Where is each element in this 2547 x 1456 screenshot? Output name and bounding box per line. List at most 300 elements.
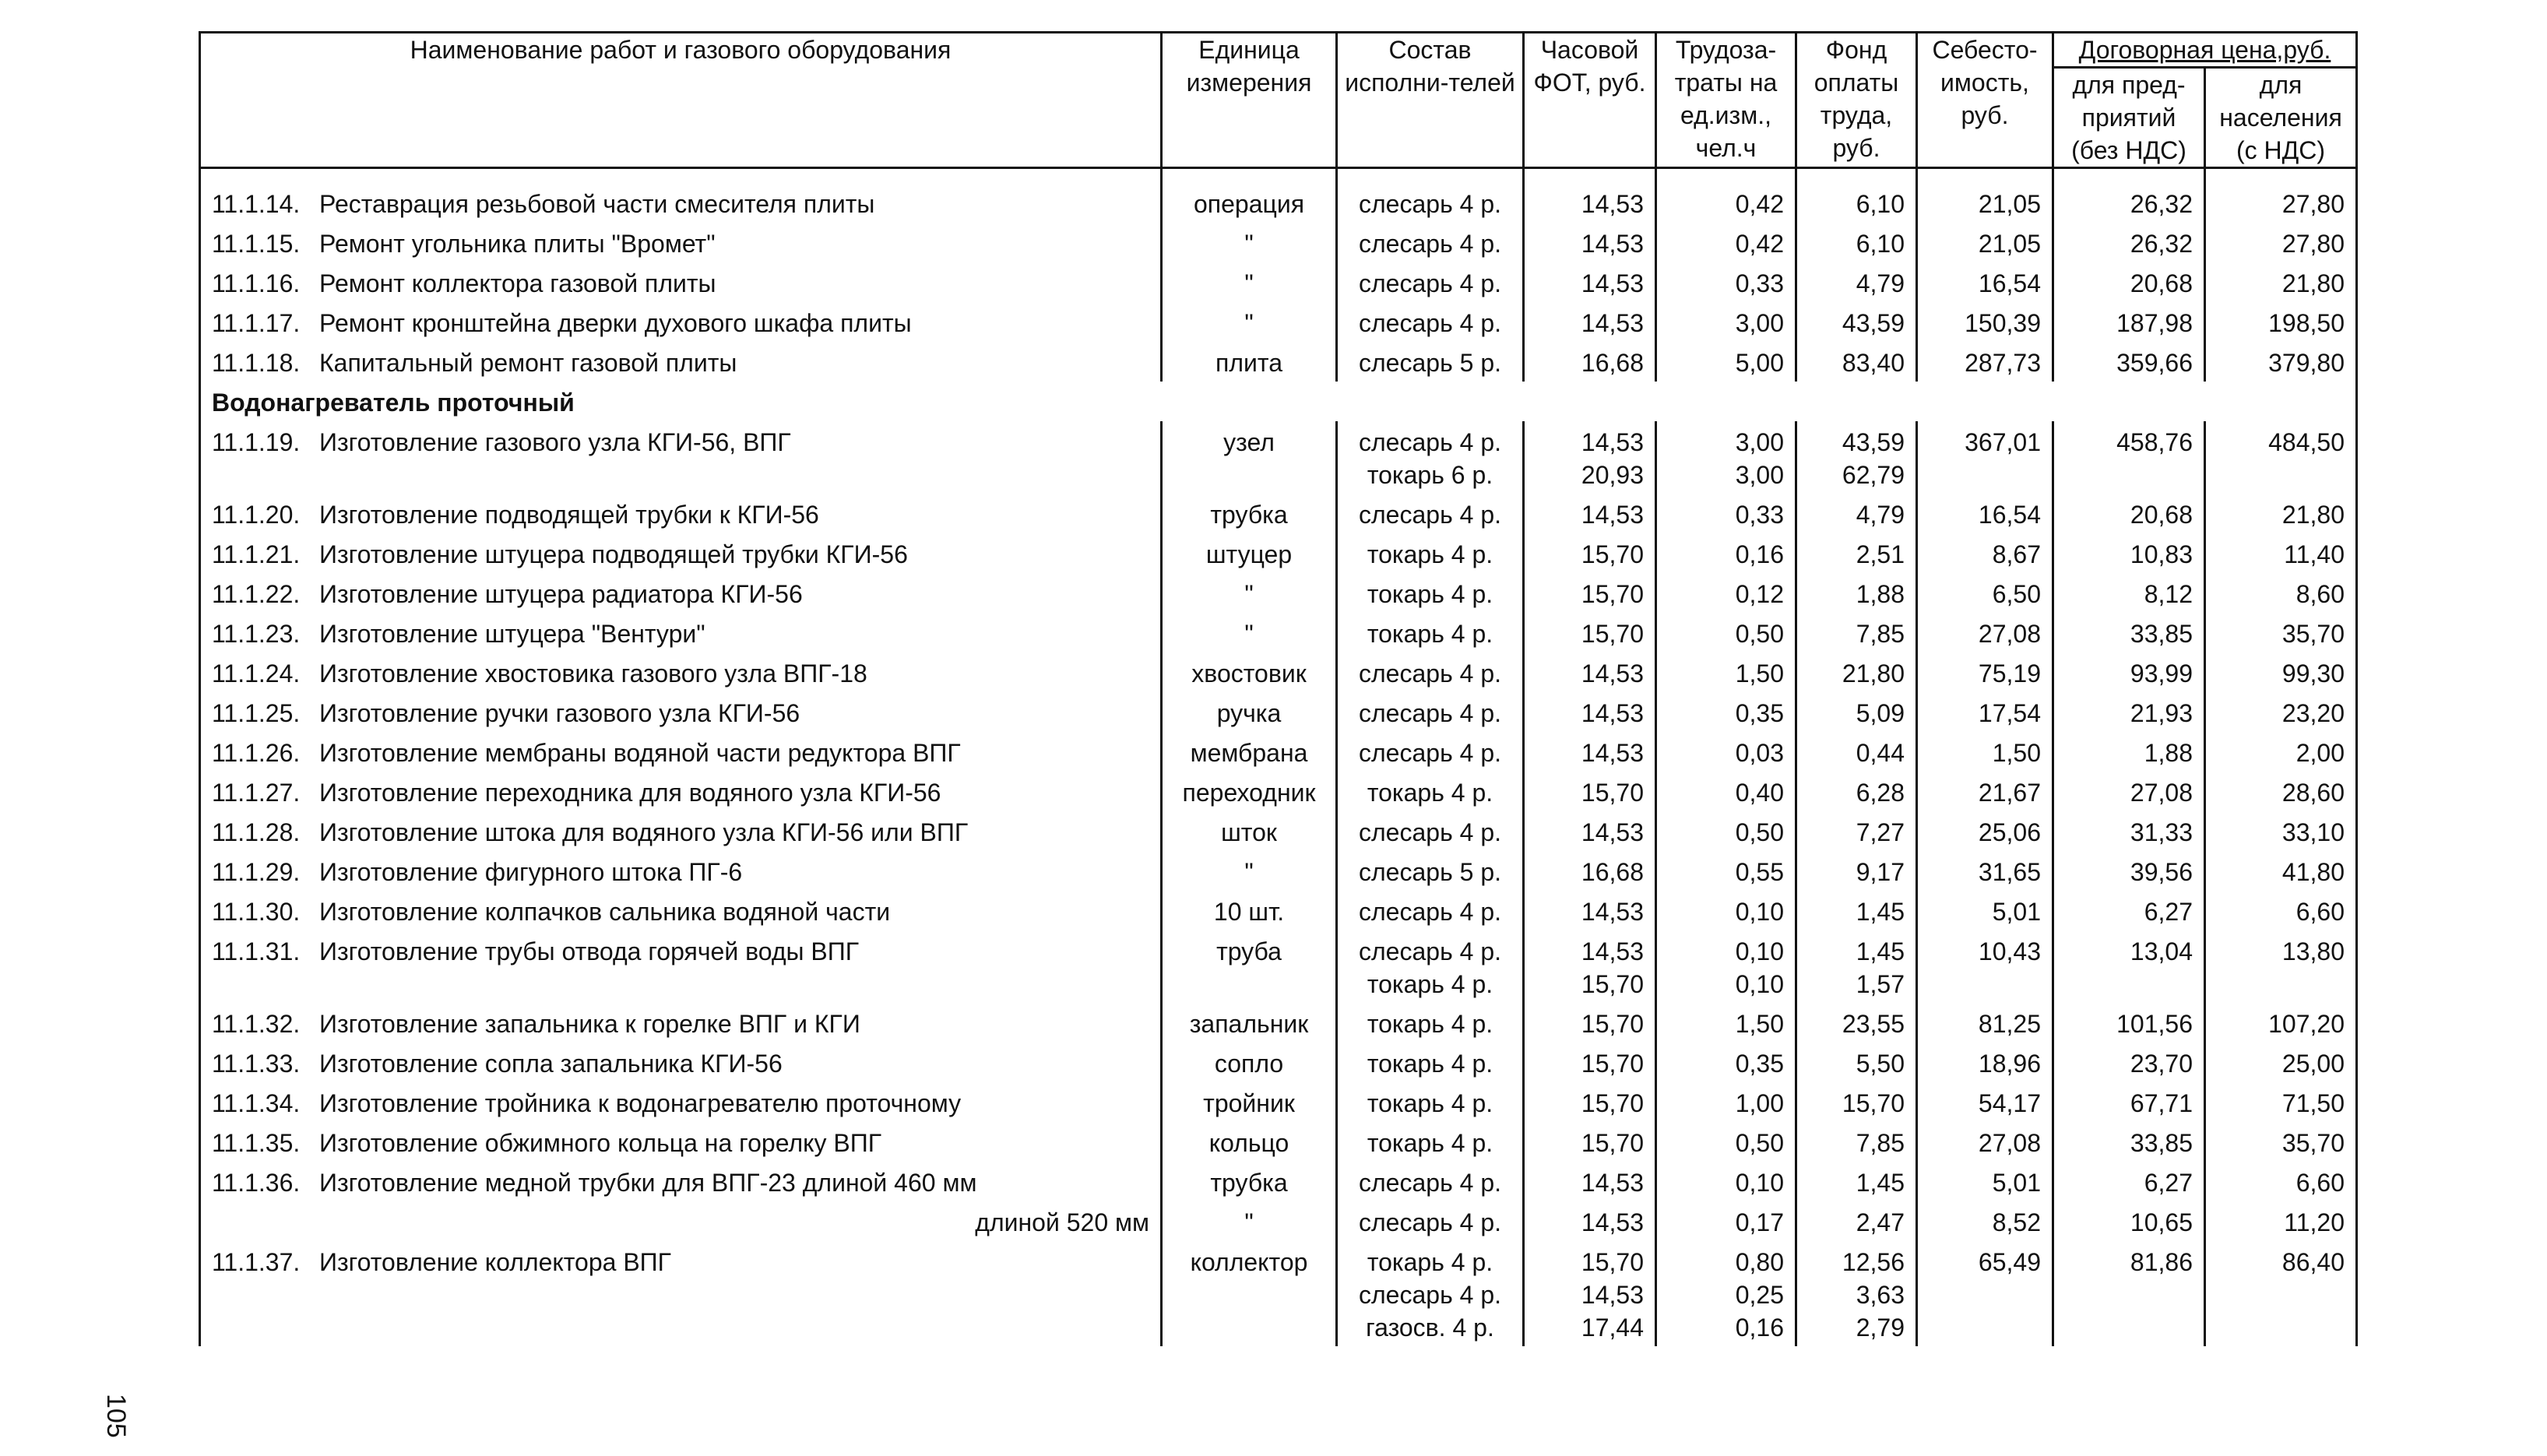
cell-labor-value: 0,50 bbox=[1735, 1129, 1784, 1157]
cell-composition bbox=[1337, 223, 1524, 262]
cell-labor bbox=[1656, 652, 1796, 692]
cell-fund-value: 7,85 bbox=[1856, 1129, 1905, 1157]
header-composition: Состав исполни-телей bbox=[1337, 33, 1524, 168]
cell-labor bbox=[1656, 613, 1796, 652]
cell-labor bbox=[1656, 891, 1796, 930]
item-name: Изготовление коллектора ВПГ bbox=[319, 1248, 671, 1276]
item-code: 11.1.16. bbox=[212, 269, 301, 297]
cell-fund bbox=[1796, 811, 1917, 851]
table-body bbox=[200, 168, 2357, 1347]
cell-labor-value: 0,16 bbox=[1735, 1314, 1784, 1342]
cell-hourly bbox=[1524, 1241, 1656, 1346]
cell-unit: хвостовик bbox=[1162, 652, 1337, 692]
cell-fund bbox=[1796, 342, 1917, 382]
cell-name bbox=[200, 1122, 1162, 1162]
cell-labor-value: 0,03 bbox=[1735, 739, 1784, 767]
table-row bbox=[200, 1043, 2357, 1082]
table-row bbox=[200, 613, 2357, 652]
cell-labor-value: 1,00 bbox=[1735, 1089, 1784, 1117]
cell-labor-value: 1,50 bbox=[1735, 659, 1784, 688]
cell-hourly bbox=[1524, 930, 1656, 1003]
item-name: Изготовление трубы отвода горячей воды ВПГ bbox=[319, 937, 860, 965]
table-row bbox=[200, 342, 2357, 382]
cell-price-population: 23,20 bbox=[2205, 692, 2357, 732]
cell-fund-value: 9,17 bbox=[1856, 858, 1905, 886]
cell-name bbox=[200, 573, 1162, 613]
cell-labor bbox=[1656, 1201, 1796, 1241]
cell-composition bbox=[1337, 851, 1524, 891]
cell-composition bbox=[1337, 1003, 1524, 1043]
table-row bbox=[200, 262, 2357, 302]
cell-name bbox=[200, 772, 1162, 811]
cell-composition-value: слесарь 4 р. bbox=[1359, 190, 1501, 218]
cell-composition-value: токарь 6 р. bbox=[1367, 461, 1493, 489]
item-name: длиной 520 мм bbox=[975, 1208, 1149, 1236]
item-name: Ремонт угольника плиты "Вромет" bbox=[319, 230, 716, 258]
cell-fund bbox=[1796, 772, 1917, 811]
cell-composition bbox=[1337, 421, 1524, 494]
cell-price-population: 27,80 bbox=[2205, 168, 2357, 223]
cell-composition-value: слесарь 4 р. bbox=[1359, 1208, 1501, 1236]
price-table bbox=[199, 31, 2358, 1346]
cell-cost: 54,17 bbox=[1917, 1082, 2053, 1122]
cell-labor bbox=[1656, 262, 1796, 302]
cell-hourly-value: 14,53 bbox=[1581, 230, 1644, 258]
cell-labor bbox=[1656, 302, 1796, 342]
cell-cost: 6,50 bbox=[1917, 573, 2053, 613]
cell-price-population: 484,50 bbox=[2205, 421, 2357, 494]
cell-labor bbox=[1656, 732, 1796, 772]
cell-labor-value: 0,50 bbox=[1735, 818, 1784, 846]
cell-price-enterprise: 10,83 bbox=[2053, 533, 2205, 573]
cell-cost: 17,54 bbox=[1917, 692, 2053, 732]
cell-price-enterprise: 93,99 bbox=[2053, 652, 2205, 692]
cell-composition-value: слесарь 4 р. bbox=[1359, 501, 1501, 529]
cell-labor-value: 0,40 bbox=[1735, 779, 1784, 807]
cell-unit: узел bbox=[1162, 421, 1337, 494]
header-price-enterprise: для пред-приятий (без НДС) bbox=[2053, 68, 2205, 168]
cell-hourly bbox=[1524, 342, 1656, 382]
cell-price-population: 11,20 bbox=[2205, 1201, 2357, 1241]
table-row bbox=[200, 1082, 2357, 1122]
cell-labor-value: 0,17 bbox=[1735, 1208, 1784, 1236]
cell-composition bbox=[1337, 652, 1524, 692]
item-name: Изготовление штуцера радиатора КГИ-56 bbox=[319, 580, 803, 608]
cell-price-enterprise: 10,65 bbox=[2053, 1201, 2205, 1241]
cell-composition bbox=[1337, 811, 1524, 851]
table-row bbox=[200, 732, 2357, 772]
table-row bbox=[200, 930, 2357, 1003]
cell-unit: плита bbox=[1162, 342, 1337, 382]
cell-name bbox=[200, 223, 1162, 262]
cell-unit: мембрана bbox=[1162, 732, 1337, 772]
cell-name bbox=[200, 1241, 1162, 1346]
cell-name bbox=[200, 652, 1162, 692]
header-labor: Трудоза-траты на ед.изм., чел.ч bbox=[1656, 33, 1796, 168]
table-row bbox=[200, 533, 2357, 573]
cell-composition-value: слесарь 4 р. bbox=[1359, 269, 1501, 297]
header-hourly: Часовой ФОТ, руб. bbox=[1524, 33, 1656, 168]
cell-fund-value: 5,09 bbox=[1856, 699, 1905, 727]
cell-cost: 65,49 bbox=[1917, 1241, 2053, 1346]
cell-labor bbox=[1656, 772, 1796, 811]
header-unit: Единица измерения bbox=[1162, 33, 1337, 168]
cell-labor-value: 0,33 bbox=[1735, 501, 1784, 529]
item-code: 11.1.23. bbox=[212, 620, 301, 648]
cell-fund-value: 4,79 bbox=[1856, 501, 1905, 529]
cell-price-enterprise: 33,85 bbox=[2053, 613, 2205, 652]
cell-hourly-value: 15,70 bbox=[1581, 1248, 1644, 1276]
cell-unit: " bbox=[1162, 613, 1337, 652]
cell-fund bbox=[1796, 930, 1917, 1003]
cell-composition-value: слесарь 4 р. bbox=[1359, 309, 1501, 337]
table-header bbox=[200, 33, 2357, 168]
cell-fund bbox=[1796, 732, 1917, 772]
cell-composition-value: слесарь 4 р. bbox=[1359, 898, 1501, 926]
cell-hourly bbox=[1524, 811, 1656, 851]
cell-cost: 31,65 bbox=[1917, 851, 2053, 891]
cell-labor-value: 0,25 bbox=[1735, 1281, 1784, 1309]
cell-hourly bbox=[1524, 533, 1656, 573]
cell-unit: " bbox=[1162, 223, 1337, 262]
table-row bbox=[200, 1201, 2357, 1241]
cell-price-population: 41,80 bbox=[2205, 851, 2357, 891]
cell-composition bbox=[1337, 732, 1524, 772]
cell-hourly-value: 14,53 bbox=[1581, 739, 1644, 767]
table-row bbox=[200, 421, 2357, 494]
cell-composition bbox=[1337, 494, 1524, 533]
item-code: 11.1.35. bbox=[212, 1129, 301, 1157]
item-code: 11.1.14. bbox=[212, 190, 301, 218]
cell-labor bbox=[1656, 1082, 1796, 1122]
cell-name bbox=[200, 891, 1162, 930]
cell-composition bbox=[1337, 262, 1524, 302]
cell-price-population: 28,60 bbox=[2205, 772, 2357, 811]
cell-hourly-value: 17,44 bbox=[1581, 1314, 1644, 1342]
cell-cost: 16,54 bbox=[1917, 494, 2053, 533]
table-row bbox=[200, 1122, 2357, 1162]
item-code: 11.1.36. bbox=[212, 1169, 301, 1197]
cell-hourly-value: 14,53 bbox=[1581, 190, 1644, 218]
cell-fund bbox=[1796, 1201, 1917, 1241]
cell-hourly bbox=[1524, 573, 1656, 613]
table-row bbox=[200, 891, 2357, 930]
cell-fund bbox=[1796, 1241, 1917, 1346]
cell-hourly-value: 14,53 bbox=[1581, 1208, 1644, 1236]
cell-fund-value: 6,10 bbox=[1856, 190, 1905, 218]
cell-cost: 81,25 bbox=[1917, 1003, 2053, 1043]
cell-fund-value: 23,55 bbox=[1842, 1010, 1905, 1038]
cell-fund bbox=[1796, 891, 1917, 930]
table-row bbox=[200, 573, 2357, 613]
cell-cost: 27,08 bbox=[1917, 1122, 2053, 1162]
cell-labor-value: 3,00 bbox=[1735, 309, 1784, 337]
cell-fund-value: 15,70 bbox=[1842, 1089, 1905, 1117]
cell-price-population: 379,80 bbox=[2205, 342, 2357, 382]
cell-fund bbox=[1796, 223, 1917, 262]
cell-fund-value: 7,85 bbox=[1856, 620, 1905, 648]
cell-fund-value: 4,79 bbox=[1856, 269, 1905, 297]
cell-price-population: 35,70 bbox=[2205, 613, 2357, 652]
item-code: 11.1.33. bbox=[212, 1050, 301, 1078]
cell-hourly bbox=[1524, 302, 1656, 342]
cell-hourly bbox=[1524, 692, 1656, 732]
cell-fund-value: 12,56 bbox=[1842, 1248, 1905, 1276]
cell-name bbox=[200, 1043, 1162, 1082]
table-row bbox=[200, 652, 2357, 692]
cell-fund-value: 6,28 bbox=[1856, 779, 1905, 807]
item-name: Изготовление колпачков сальника водяной части bbox=[319, 898, 891, 926]
cell-fund-value: 1,57 bbox=[1856, 970, 1905, 998]
item-name: Изготовление хвостовика газового узла ВПГ-18 bbox=[319, 659, 867, 688]
cell-hourly bbox=[1524, 1003, 1656, 1043]
cell-unit: ручка bbox=[1162, 692, 1337, 732]
cell-composition-value: слесарь 4 р. bbox=[1359, 739, 1501, 767]
cell-price-population: 99,30 bbox=[2205, 652, 2357, 692]
cell-composition bbox=[1337, 1043, 1524, 1082]
item-name: Ремонт коллектора газовой плиты bbox=[319, 269, 716, 297]
item-name: Изготовление фигурного штока ПГ-6 bbox=[319, 858, 743, 886]
cell-cost: 1,50 bbox=[1917, 732, 2053, 772]
cell-hourly bbox=[1524, 1201, 1656, 1241]
cell-composition-value: газосв. 4 р. bbox=[1366, 1314, 1494, 1342]
item-name: Изготовление сопла запальника КГИ-56 bbox=[319, 1050, 783, 1078]
cell-name bbox=[200, 1003, 1162, 1043]
cell-fund bbox=[1796, 302, 1917, 342]
cell-hourly-value: 14,53 bbox=[1581, 898, 1644, 926]
cell-composition bbox=[1337, 613, 1524, 652]
cell-cost: 8,52 bbox=[1917, 1201, 2053, 1241]
cell-labor bbox=[1656, 1003, 1796, 1043]
cell-unit: 10 шт. bbox=[1162, 891, 1337, 930]
cell-unit: операция bbox=[1162, 168, 1337, 223]
cell-composition bbox=[1337, 1241, 1524, 1346]
cell-composition bbox=[1337, 692, 1524, 732]
cell-cost: 8,67 bbox=[1917, 533, 2053, 573]
item-name: Изготовление ручки газового узла КГИ-56 bbox=[319, 699, 800, 727]
header-price-population: для населения (с НДС) bbox=[2205, 68, 2357, 168]
cell-price-enterprise: 26,32 bbox=[2053, 168, 2205, 223]
table-row bbox=[200, 772, 2357, 811]
cell-cost: 21,05 bbox=[1917, 223, 2053, 262]
cell-hourly bbox=[1524, 891, 1656, 930]
cell-labor-value: 0,35 bbox=[1735, 699, 1784, 727]
table-row bbox=[200, 223, 2357, 262]
cell-hourly bbox=[1524, 1043, 1656, 1082]
item-code: 11.1.18. bbox=[212, 349, 301, 377]
table-row bbox=[200, 1003, 2357, 1043]
cell-hourly bbox=[1524, 1082, 1656, 1122]
cell-labor bbox=[1656, 168, 1796, 223]
cell-cost: 21,67 bbox=[1917, 772, 2053, 811]
cell-price-population: 11,40 bbox=[2205, 533, 2357, 573]
cell-price-enterprise: 101,56 bbox=[2053, 1003, 2205, 1043]
cell-labor-value: 0,42 bbox=[1735, 190, 1784, 218]
cell-cost: 18,96 bbox=[1917, 1043, 2053, 1082]
cell-fund-value: 5,50 bbox=[1856, 1050, 1905, 1078]
cell-composition-value: токарь 4 р. bbox=[1367, 1129, 1493, 1157]
cell-price-population: 8,60 bbox=[2205, 573, 2357, 613]
cell-name bbox=[200, 613, 1162, 652]
cell-composition-value: токарь 4 р. bbox=[1367, 540, 1493, 568]
cell-fund-value: 62,79 bbox=[1842, 461, 1905, 489]
cell-composition-value: слесарь 4 р. bbox=[1359, 818, 1501, 846]
cell-name bbox=[200, 302, 1162, 342]
cell-price-enterprise: 27,08 bbox=[2053, 772, 2205, 811]
cell-labor-value: 0,10 bbox=[1735, 937, 1784, 965]
item-code: 11.1.27. bbox=[212, 779, 301, 807]
cell-hourly-value: 14,53 bbox=[1581, 818, 1644, 846]
cell-fund-value: 43,59 bbox=[1842, 309, 1905, 337]
cell-fund-value: 1,88 bbox=[1856, 580, 1905, 608]
cell-hourly-value: 14,53 bbox=[1581, 659, 1644, 688]
cell-price-enterprise: 8,12 bbox=[2053, 573, 2205, 613]
cell-labor-value: 0,12 bbox=[1735, 580, 1784, 608]
document-page bbox=[199, 31, 2345, 1409]
cell-fund bbox=[1796, 494, 1917, 533]
cell-composition-value: токарь 4 р. bbox=[1367, 1010, 1493, 1038]
cell-labor-value: 1,50 bbox=[1735, 1010, 1784, 1038]
cell-hourly bbox=[1524, 262, 1656, 302]
cell-unit: " bbox=[1162, 302, 1337, 342]
cell-fund-value: 1,45 bbox=[1856, 937, 1905, 965]
table-row bbox=[200, 1241, 2357, 1346]
cell-fund-value: 2,79 bbox=[1856, 1314, 1905, 1342]
cell-unit: сопло bbox=[1162, 1043, 1337, 1082]
table-row bbox=[200, 494, 2357, 533]
cell-composition bbox=[1337, 1162, 1524, 1201]
cell-labor bbox=[1656, 930, 1796, 1003]
cell-composition-value: слесарь 4 р. bbox=[1359, 1169, 1501, 1197]
cell-hourly-value: 15,70 bbox=[1581, 580, 1644, 608]
cell-price-enterprise: 6,27 bbox=[2053, 1162, 2205, 1201]
item-code: 11.1.31. bbox=[212, 937, 301, 965]
cell-hourly bbox=[1524, 652, 1656, 692]
cell-price-enterprise: 20,68 bbox=[2053, 494, 2205, 533]
cell-hourly bbox=[1524, 1122, 1656, 1162]
cell-hourly bbox=[1524, 1162, 1656, 1201]
cell-labor-value: 0,10 bbox=[1735, 1169, 1784, 1197]
cell-labor-value: 0,50 bbox=[1735, 620, 1784, 648]
cell-fund-value: 43,59 bbox=[1842, 428, 1905, 456]
cell-price-enterprise: 359,66 bbox=[2053, 342, 2205, 382]
cell-fund bbox=[1796, 168, 1917, 223]
cell-labor bbox=[1656, 1241, 1796, 1346]
cell-hourly bbox=[1524, 421, 1656, 494]
cell-unit: трубка bbox=[1162, 494, 1337, 533]
cell-composition-value: слесарь 4 р. bbox=[1359, 230, 1501, 258]
cell-unit: труба bbox=[1162, 930, 1337, 1003]
cell-price-population: 198,50 bbox=[2205, 302, 2357, 342]
cell-cost: 150,39 bbox=[1917, 302, 2053, 342]
cell-cost: 75,19 bbox=[1917, 652, 2053, 692]
cell-labor bbox=[1656, 573, 1796, 613]
cell-cost: 367,01 bbox=[1917, 421, 2053, 494]
item-code: 11.1.21. bbox=[212, 540, 301, 568]
cell-labor bbox=[1656, 223, 1796, 262]
cell-composition bbox=[1337, 1122, 1524, 1162]
item-code: 11.1.22. bbox=[212, 580, 301, 608]
cell-hourly bbox=[1524, 494, 1656, 533]
cell-name bbox=[200, 168, 1162, 223]
item-name: Изготовление газового узла КГИ-56, ВПГ bbox=[319, 428, 791, 456]
cell-name bbox=[200, 930, 1162, 1003]
item-name: Изготовление переходника для водяного узла КГИ-56 bbox=[319, 779, 941, 807]
cell-unit: коллектор bbox=[1162, 1241, 1337, 1346]
cell-fund bbox=[1796, 1122, 1917, 1162]
cell-price-population: 107,20 bbox=[2205, 1003, 2357, 1043]
item-name: Изготовление запальника к горелке ВПГ и КГИ bbox=[319, 1010, 860, 1038]
item-name: Изготовление подводящей трубки к КГИ-56 bbox=[319, 501, 819, 529]
cell-price-enterprise: 1,88 bbox=[2053, 732, 2205, 772]
item-name: Изготовление тройника к водонагревателю проточному bbox=[319, 1089, 962, 1117]
cell-hourly bbox=[1524, 223, 1656, 262]
item-name: Изготовление штока для водяного узла КГИ-56 или ВПГ bbox=[319, 818, 969, 846]
cell-name bbox=[200, 692, 1162, 732]
cell-cost: 16,54 bbox=[1917, 262, 2053, 302]
cell-price-population: 33,10 bbox=[2205, 811, 2357, 851]
item-name: Реставрация резьбовой части смесителя плиты bbox=[319, 190, 875, 218]
cell-composition bbox=[1337, 533, 1524, 573]
cell-labor-value: 3,00 bbox=[1735, 428, 1784, 456]
cell-fund-value: 3,63 bbox=[1856, 1281, 1905, 1309]
cell-composition-value: токарь 4 р. bbox=[1367, 620, 1493, 648]
item-name: Изготовление мембраны водяной части редуктора ВПГ bbox=[319, 739, 961, 767]
cell-hourly bbox=[1524, 168, 1656, 223]
cell-name bbox=[200, 494, 1162, 533]
cell-labor-value: 0,80 bbox=[1735, 1248, 1784, 1276]
cell-fund-value: 83,40 bbox=[1842, 349, 1905, 377]
item-code: 11.1.34. bbox=[212, 1089, 301, 1117]
cell-composition bbox=[1337, 342, 1524, 382]
item-code: 11.1.37. bbox=[212, 1248, 301, 1276]
table-row bbox=[200, 302, 2357, 342]
cell-unit: переходник bbox=[1162, 772, 1337, 811]
cell-unit: трубка bbox=[1162, 1162, 1337, 1201]
cell-unit: кольцо bbox=[1162, 1122, 1337, 1162]
table-row bbox=[200, 851, 2357, 891]
cell-composition-value: токарь 4 р. bbox=[1367, 580, 1493, 608]
item-code: 11.1.24. bbox=[212, 659, 301, 688]
cell-price-enterprise: 81,86 bbox=[2053, 1241, 2205, 1346]
cell-fund-value: 2,47 bbox=[1856, 1208, 1905, 1236]
cell-composition-value: слесарь 4 р. bbox=[1359, 1281, 1501, 1309]
cell-fund bbox=[1796, 692, 1917, 732]
cell-cost: 287,73 bbox=[1917, 342, 2053, 382]
cell-labor bbox=[1656, 533, 1796, 573]
cell-price-enterprise: 23,70 bbox=[2053, 1043, 2205, 1082]
item-code: 11.1.30. bbox=[212, 898, 301, 926]
cell-hourly-value: 14,53 bbox=[1581, 1281, 1644, 1309]
cell-price-population: 21,80 bbox=[2205, 262, 2357, 302]
cell-hourly-value: 15,70 bbox=[1581, 970, 1644, 998]
table-row bbox=[200, 168, 2357, 223]
cell-price-population: 71,50 bbox=[2205, 1082, 2357, 1122]
cell-fund bbox=[1796, 1162, 1917, 1201]
cell-fund bbox=[1796, 421, 1917, 494]
cell-price-population: 86,40 bbox=[2205, 1241, 2357, 1346]
cell-composition bbox=[1337, 891, 1524, 930]
cell-price-enterprise: 13,04 bbox=[2053, 930, 2205, 1003]
item-code: 11.1.19. bbox=[212, 428, 301, 456]
item-code: 11.1.28. bbox=[212, 818, 301, 846]
cell-composition-value: токарь 4 р. bbox=[1367, 1050, 1493, 1078]
cell-price-population: 21,80 bbox=[2205, 494, 2357, 533]
cell-labor bbox=[1656, 1122, 1796, 1162]
cell-price-enterprise: 31,33 bbox=[2053, 811, 2205, 851]
cell-hourly-value: 15,70 bbox=[1581, 540, 1644, 568]
cell-cost: 25,06 bbox=[1917, 811, 2053, 851]
